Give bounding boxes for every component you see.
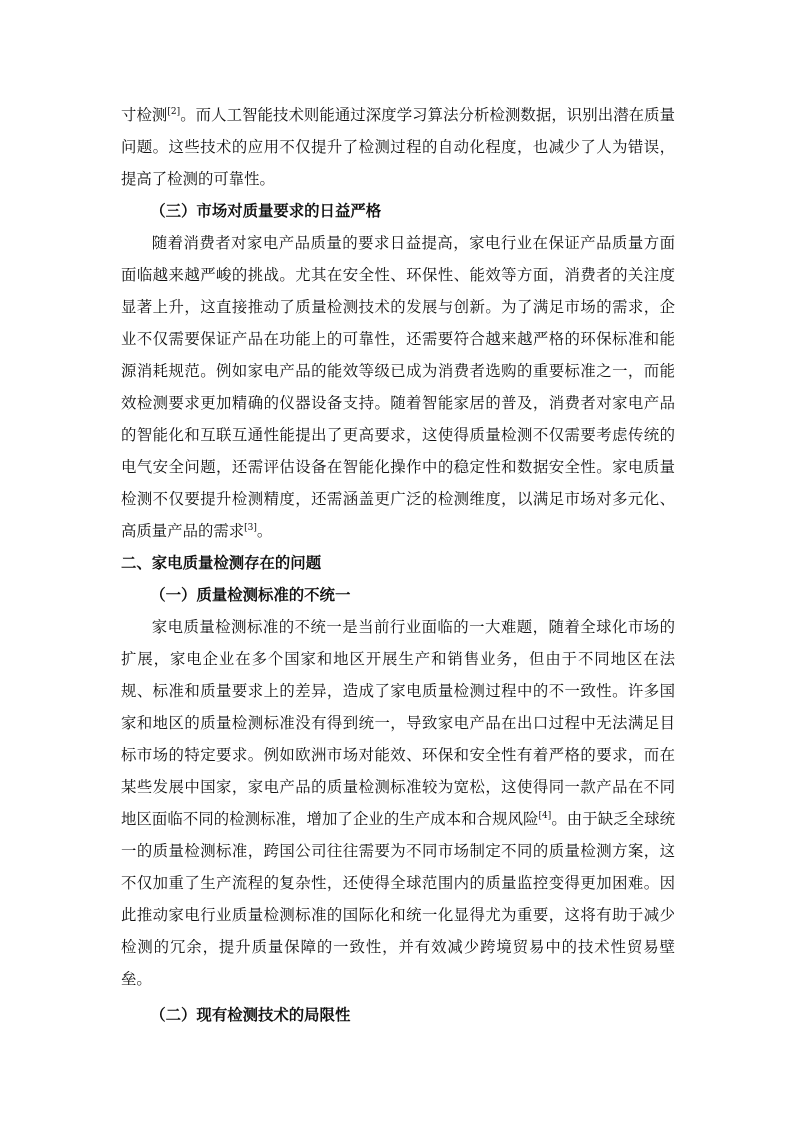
section-heading-market-requirements: （三）市场对质量要求的日益严格 — [150, 202, 382, 220]
paragraph-detection-tech: 寸检测[2]。而人工智能技术则能通过深度学习算法分析检测数据，识别出潜在质量问题。这些技术的应用不仅提升了检测过程的自动化程度，也减少了人为错误，提高了检测的可靠性。 — [121, 106, 675, 188]
citation-3: [3] — [244, 523, 257, 533]
citation-2: [2] — [167, 107, 181, 117]
paragraph-market-requirements: 随着消费者对家电产品质量的要求日益提高，家电行业在保证产品质量方面面临越来越严峻的挑战。尤其在安全性、环保性、能效等方面，消费者的关注度显著上升，这直接推动了质量检测技术的发展与创新。为了满足市场的需求，企业不仅需要保证产品在功能上的可靠性，还需要符合越来越严格的环保标准和能源消耗规范。例如家电产品的能效等级已成为消费者选购的重要标准之一，而能效检测要求更加精确的仪器设备支持。随着智能家居的普及，消费者对家电产品的智能化和互联互通性能提出了更高要求，这使得质量检测不仅需要考虑传统的电气安全问题，还需评估设备在智能化操作中的稳定性和数据安全性。家电质量检测不仅要提升检测精度，还需涵盖更广泛的检测维度，以满足市场对多元化、高质量产品的需求[3]。 — [121, 234, 675, 540]
citation-4: [4] — [538, 811, 552, 821]
paragraph-standards: 家电质量检测标准的不统一是当前行业面临的一大难题，随着全球化市场的扩展，家电企业在多个国家和地区开展生产和销售业务，但由于不同地区在法规、标准和质量要求上的差异，造成了家电质量检测过程中的不一致性。许多国家和地区的质量检测标准没有得到统一，导致家电产品在出口过程中无法满足目标市场的特定要求。例如欧洲市场对能效、环保和安全性有着严格的要求，而在某些发展中国家，家电产品的质量检测标准较为宽松，这使得同一款产品在不同地区面临不同的检测标准，增加了企业的生产成本和合规风险[4]。由于缺乏全球统一的质量检测标准，跨国公司往往需要为不同市场制定不同的质量检测方案，这不仅加重了生产流程的复杂性，还使得全球范围内的质量监控变得更加困难。因此推动家电行业质量检测标准的国际化和统一化显得尤为重要，这将有助于减少检测的冗余，提升质量保障的一致性，并有效减少跨境贸易中的技术性贸易壁垒。 — [121, 618, 675, 988]
section-heading-tech-limitations: （二）现有检测技术的局限性 — [150, 1006, 351, 1024]
document-body — [121, 99, 675, 1031]
section-heading-standards: （一）质量检测标准的不统一 — [150, 586, 351, 604]
chapter-heading-problems: 二、家电质量检测存在的问题 — [121, 554, 322, 572]
